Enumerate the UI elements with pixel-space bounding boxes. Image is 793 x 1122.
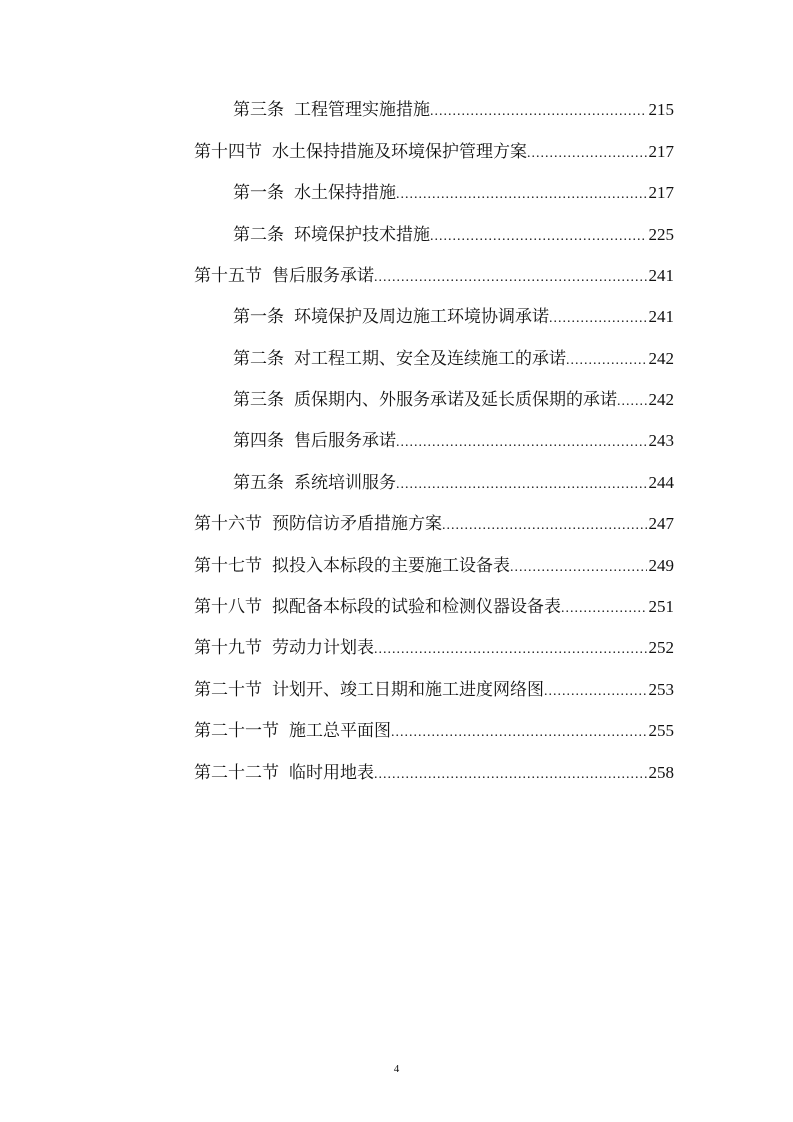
toc-entry[interactable] (233, 306, 674, 328)
toc-entry-label: 第二十节 (194, 680, 262, 700)
toc-entry[interactable] (194, 637, 674, 659)
toc-entry-label: 第二条 (233, 349, 284, 369)
toc-entry[interactable] (233, 224, 674, 246)
toc-entry-title: 对工程工期、安全及连续施工的承诺 (294, 349, 566, 369)
toc-entry-page: 241 (648, 266, 674, 285)
dot-leader (510, 557, 647, 579)
toc-entry-page: 251 (648, 597, 674, 616)
toc-entry-page: 255 (648, 721, 674, 740)
toc-entry-page: 215 (648, 100, 674, 119)
toc-entry-label: 第十七节 (194, 556, 262, 576)
toc-entry-label: 第十四节 (194, 142, 262, 162)
toc-entry-title: 水土保持措施 (294, 183, 396, 203)
toc-entry[interactable] (233, 348, 674, 370)
toc-entry-label: 第四条 (233, 431, 284, 451)
toc-entry[interactable] (194, 513, 674, 535)
toc-entry[interactable] (194, 141, 674, 163)
toc-entry-page: 217 (648, 183, 674, 202)
toc-entry-page: 249 (648, 556, 674, 575)
toc-entry-page: 242 (648, 390, 674, 409)
dot-leader (527, 143, 647, 165)
toc-entry-title: 水土保持措施及环境保护管理方案 (272, 142, 527, 162)
toc-entry[interactable] (233, 472, 674, 494)
toc-entry-page: 225 (648, 225, 674, 244)
toc-entry[interactable] (194, 596, 674, 618)
toc-entry-page: 217 (648, 142, 674, 161)
toc-entry-label: 第一条 (233, 307, 284, 327)
dot-leader (549, 308, 647, 330)
dot-leader (430, 226, 647, 248)
dot-leader (566, 350, 647, 372)
dot-leader (430, 101, 647, 123)
toc-entry-label: 第五条 (233, 473, 284, 493)
toc-entry-title: 施工总平面图 (289, 721, 391, 741)
dot-leader (396, 184, 647, 206)
toc-entry-page: 247 (648, 514, 674, 533)
toc-entry[interactable] (233, 430, 674, 452)
dot-leader (442, 515, 647, 537)
toc-entry-title: 临时用地表 (289, 763, 374, 783)
dot-leader (374, 764, 647, 786)
dot-leader (391, 722, 647, 744)
toc-entry[interactable] (194, 555, 674, 577)
toc-entry-title: 系统培训服务 (294, 473, 396, 493)
toc-entry[interactable] (194, 265, 674, 287)
toc-entry-title: 环境保护及周边施工环境协调承诺 (294, 307, 549, 327)
toc-entry[interactable] (233, 182, 674, 204)
toc-entry-title: 售后服务承诺 (294, 431, 396, 451)
toc-entry-label: 第十九节 (194, 638, 262, 658)
toc-entry-title: 质保期内、外服务承诺及延长质保期的承诺 (294, 390, 617, 410)
toc-entry[interactable] (233, 389, 674, 411)
toc-entry-label: 第二十二节 (194, 763, 279, 783)
toc-entry-title: 工程管理实施措施 (294, 100, 430, 120)
toc-entry-page: 241 (648, 307, 674, 326)
dot-leader (374, 639, 647, 661)
toc-entry-page: 258 (648, 763, 674, 782)
dot-leader (561, 598, 647, 620)
toc-entry-label: 第十五节 (194, 266, 262, 286)
dot-leader (396, 474, 647, 496)
toc-entry-label: 第一条 (233, 183, 284, 203)
toc-entry-title: 拟投入本标段的主要施工设备表 (272, 556, 510, 576)
toc-entry-label: 第十八节 (194, 597, 262, 617)
toc-entry[interactable] (233, 99, 674, 121)
toc-entry-page: 242 (648, 349, 674, 368)
toc-entry[interactable] (194, 762, 674, 784)
toc-entry-title: 预防信访矛盾措施方案 (272, 514, 442, 534)
page-number: 4 (393, 1063, 400, 1075)
toc-entry-title: 计划开、竣工日期和施工进度网络图 (272, 680, 544, 700)
dot-leader (374, 267, 647, 289)
toc-entry-title: 环境保护技术措施 (294, 225, 430, 245)
toc-entry-page: 252 (648, 638, 674, 657)
toc-entry-label: 第二十一节 (194, 721, 279, 741)
toc-entry-label: 第三条 (233, 390, 284, 410)
toc-entry-page: 253 (648, 680, 674, 699)
toc-entry-label: 第三条 (233, 100, 284, 120)
toc-entry-title: 拟配备本标段的试验和检测仪器设备表 (272, 597, 561, 617)
toc-entry-label: 第二条 (233, 225, 284, 245)
toc-entry-title: 劳动力计划表 (272, 638, 374, 658)
dot-leader (544, 681, 647, 703)
toc-entry[interactable] (194, 679, 674, 701)
toc-entry-page: 243 (648, 431, 674, 450)
dot-leader (617, 391, 647, 413)
toc-entry-page: 244 (648, 473, 674, 492)
dot-leader (396, 432, 647, 454)
toc-entry-title: 售后服务承诺 (272, 266, 374, 286)
toc-entry-label: 第十六节 (194, 514, 262, 534)
toc-entry[interactable] (194, 720, 674, 742)
